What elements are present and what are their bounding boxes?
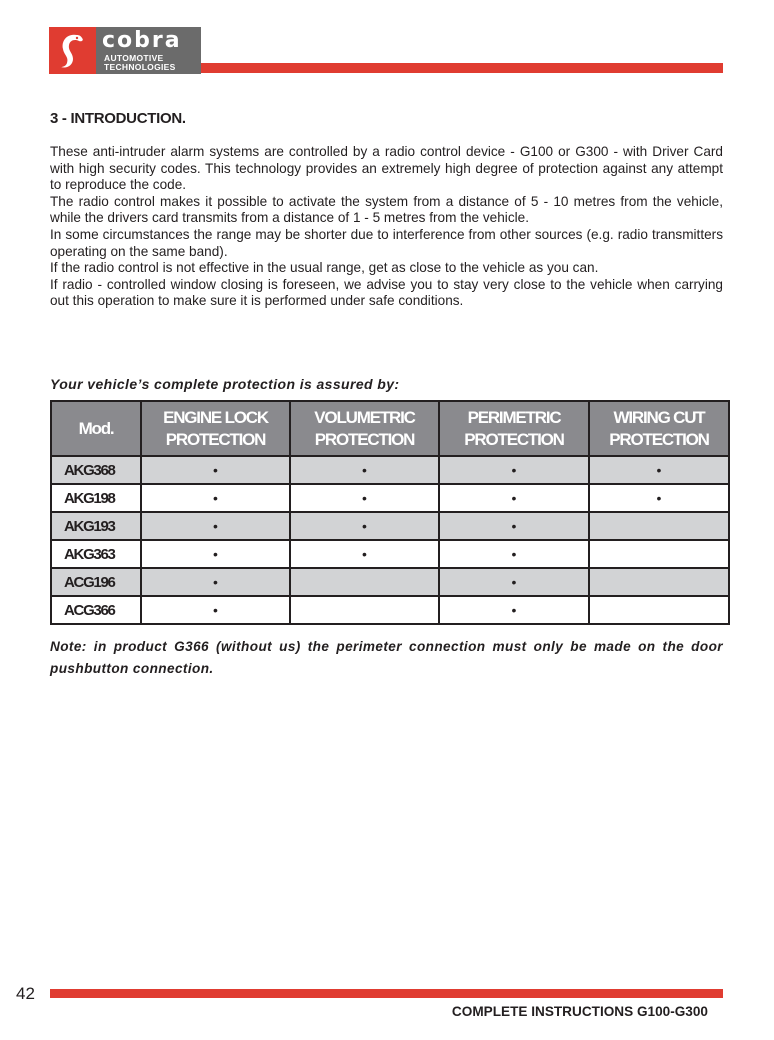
table-cell <box>290 568 439 596</box>
table-cell: • <box>141 596 290 624</box>
cobra-emblem-icon <box>49 27 96 74</box>
protection-heading: Your vehicle’s complete protection is assured by: <box>50 376 400 392</box>
footer-red-bar <box>50 989 723 998</box>
logo-subtitle-line1: AUTOMOTIVE <box>104 53 164 63</box>
table-row <box>51 484 729 512</box>
model-cell: ACG196 <box>51 568 141 596</box>
column-header-perimetric: PERIMETRIC PROTECTION <box>439 401 589 456</box>
model-cell: AKG193 <box>51 512 141 540</box>
table-cell: • <box>141 568 290 596</box>
footer-title: COMPLETE INSTRUCTIONS G100-G300 <box>451 1004 708 1019</box>
column-header-wiring-cut: WIRING CUT PROTECTION <box>589 401 729 456</box>
table-row <box>51 512 729 540</box>
table-cell: • <box>290 484 439 512</box>
column-header-model: Mod. <box>51 401 141 456</box>
table-cell: • <box>141 512 290 540</box>
table-cell: • <box>439 512 589 540</box>
header-red-bar <box>201 63 723 73</box>
page-number: 42 <box>16 984 35 1003</box>
model-cell: AKG198 <box>51 484 141 512</box>
table-cell: • <box>141 540 290 568</box>
column-header-volumetric: VOLUMETRIC PROTECTION <box>290 401 439 456</box>
table-cell: • <box>589 484 729 512</box>
table-cell: • <box>141 456 290 484</box>
table-row <box>51 540 729 568</box>
model-cell: AKG363 <box>51 540 141 568</box>
logo-subtitle-line2: TECHNOLOGIES <box>104 62 176 72</box>
table-cell <box>589 540 729 568</box>
table-row <box>51 456 729 484</box>
table-cell: • <box>439 484 589 512</box>
table-cell: • <box>290 512 439 540</box>
intro-paragraph: These anti-intruder alarm systems are controlled by a radio control device - G100 or G300 - with Driver Card with high security codes. This technology provides an extremely high degree of protection against any attempt to reproduce the code. <box>50 144 723 193</box>
table-cell <box>290 596 439 624</box>
model-cell: ACG366 <box>51 596 141 624</box>
table-cell: • <box>439 456 589 484</box>
table-cell: • <box>589 456 729 484</box>
column-header-engine-lock: ENGINE LOCK PROTECTION <box>141 401 290 456</box>
table-cell: • <box>439 568 589 596</box>
table-cell: • <box>141 484 290 512</box>
table-cell: • <box>290 540 439 568</box>
table-cell <box>589 596 729 624</box>
intro-paragraph: In some circumstances the range may be shorter due to interference from other sources (e.g. radio transmitters operating on the same band). <box>50 226 723 259</box>
table-cell <box>589 568 729 596</box>
table-cell: • <box>439 540 589 568</box>
introduction-text <box>50 144 723 310</box>
table-header-row <box>51 401 729 456</box>
table-row <box>51 568 729 596</box>
table-cell <box>589 512 729 540</box>
table-row <box>51 596 729 624</box>
table-cell: • <box>290 456 439 484</box>
section-title: 3 - INTRODUCTION. <box>50 110 186 127</box>
table-cell: • <box>439 596 589 624</box>
intro-paragraph: If the radio control is not effective in the usual range, get as close to the vehicle as you can. <box>50 260 599 276</box>
intro-paragraph: If radio - controlled window closing is foreseen, we advise you to stay very close to the vehicle when carrying out this operation to make sure it is performed under safe conditions. <box>50 276 723 309</box>
product-note: Note: in product G366 (without us) the perimeter connection must only be made on the door pushbutton connection. <box>50 639 723 676</box>
cobra-logo <box>49 27 201 74</box>
model-cell: AKG368 <box>51 456 141 484</box>
protection-table <box>50 400 730 625</box>
logo-wordmark: cobra <box>102 28 182 53</box>
intro-paragraph: The radio control makes it possible to activate the system from a distance of 5 - 10 metres from the vehicle, while the drivers card transmits from a distance of 1 - 5 metres from the vehicle. <box>50 193 723 226</box>
logo-subtitle <box>104 54 176 72</box>
